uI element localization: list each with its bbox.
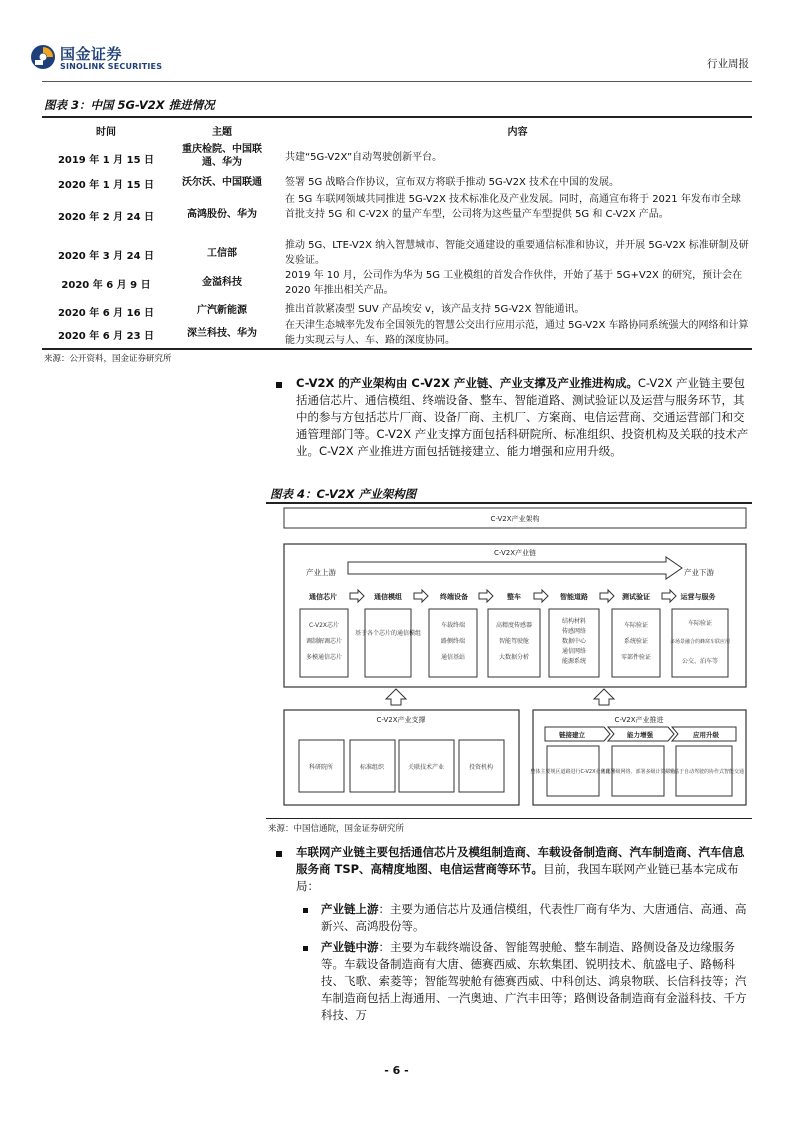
report-type: 行业周报	[707, 58, 749, 70]
stage-name: 通信芯片	[309, 593, 337, 601]
table3-row-content: 在 5G 车联网领域共同推进 5G-V2X 技术标准化及产业发展。同时，高通宣布将于 2021 年发布市全球首批支持 5G 和 C-V2X 的量产车型，公司将为这些量产车型提供 5G 和 C-V2X 产品。	[285, 194, 741, 220]
stage-name: 通信模组	[374, 593, 402, 601]
table3-row-entity: 广汽新能源	[197, 305, 247, 316]
table3-row-content: 共建“5G-V2X”自动驾驶创新平台。	[285, 152, 443, 163]
paragraph-lead: 产业链中游	[321, 940, 379, 954]
bullet-square	[303, 908, 308, 913]
table3-row-date: 2020 年 3 月 24 日	[57, 251, 155, 262]
upstream-label: 产业上游	[306, 568, 336, 577]
table3-row-date: 2020 年 1 月 15 日	[57, 180, 155, 191]
promote-step: 能力增强	[627, 731, 653, 739]
stage-name: 终端设备	[440, 593, 468, 601]
paragraph-body: C-V2X 产业链主要包括通信芯片、通信模组、终端设备、整车、智能道路、测试验证以及运营与服务环节，其中的参与方包括芯片厂商、设备厂商、主机厂、方案商、电信运营商、交通运营部门和交通管理部门等。C-V2X 产业支撑方面包括科研院所、标准组织、投资机构及关联的技术产业。C-V2X 产业推进方面包括链接建立、能力增强和应用升级。	[296, 376, 749, 458]
stage-item: 系统验证	[623, 638, 649, 645]
stage-name: 测试验证	[622, 593, 650, 601]
brand-logo	[30, 44, 163, 74]
paragraph-upstream	[321, 901, 752, 935]
table3-row-date: 2020 年 6 月 9 日	[61, 280, 151, 291]
stage-item: 调制解调芯片	[305, 638, 343, 645]
table3-bottom-rule	[42, 348, 752, 350]
stage-name: 运营与服务	[680, 593, 716, 601]
paragraph-lead: 车联网产业链主要包括通信芯片及模组制造商、车载设备制造商、汽车制造商、汽车信息服务商 TSP、高精度地图、电信运营商等环节。	[296, 845, 745, 876]
stage-item: 智能驾驶舱	[498, 638, 530, 645]
table3-row-entity: 深兰科技、华为	[187, 328, 257, 339]
stage-item: 能源系统	[561, 658, 587, 665]
page-number: - 6 -	[384, 1064, 409, 1077]
table3-row-content: 2019 年 10 月，公司作为华为 5G 工业模组的首发合作伙伴，开始了基于 5G+V2X 的研究，预计会在 2020 年推出相关产品。	[285, 270, 743, 296]
support-box	[284, 710, 519, 805]
stage-item: 多模通信芯片	[305, 654, 343, 661]
architecture-diagram	[266, 503, 752, 817]
support-item: 关联技术产业	[407, 764, 445, 771]
table3-header-date: 时间	[96, 127, 116, 138]
table3-row-content: 签署 5G 战略合作协议，宣布双方将联手推动 5G-V2X 技术在中国的发展。	[285, 177, 620, 188]
promote-item: 整体主要规区道路进行C-V2X业务部署	[530, 769, 616, 775]
table3-header-entity: 主题	[212, 127, 232, 138]
stage-item: 通信基站	[440, 654, 466, 661]
figure4-bottom-rule	[266, 818, 752, 819]
support-arrow	[386, 689, 406, 705]
support-label: C-V2X产业支撑	[376, 716, 426, 724]
stage-item: 零部件验证	[620, 654, 652, 661]
promote-item: 优化升级网络、部署多级计算平台	[600, 769, 676, 775]
table3-row-entity: 沃尔沃、中国联通	[182, 177, 262, 188]
stage-item: C-V2X芯片	[308, 622, 340, 629]
stage-item: 车际验证	[687, 620, 713, 627]
table3-row-content: 推出首款紧凑型 SUV 产品埃安 v，该产品支持 5G-V2X 智能通讯。	[285, 304, 585, 315]
stage-item: 大数据分析	[498, 654, 530, 661]
table3-row-entity: 高鸿股份、华为	[187, 209, 257, 220]
paragraph-midstream	[321, 939, 752, 1024]
stage-item: 通信网络	[561, 648, 587, 655]
table3-row-date: 2020 年 6 月 16 日	[57, 308, 155, 319]
promote-box	[533, 710, 746, 805]
header-divider	[42, 81, 752, 82]
table3-row-date: 2019 年 1 月 15 日	[57, 155, 155, 166]
promote-step: 链接建立	[559, 731, 585, 739]
flow-arrow	[348, 557, 682, 579]
stage-item: 车际验证	[623, 622, 649, 629]
paragraph-body: ：主要为通信芯片及通信模组，代表性厂商有华为、大唐通信、高通、高新兴、高鸿股份等。	[321, 902, 747, 933]
chain-label: C-V2X产业链	[493, 549, 537, 557]
paragraph-architecture	[296, 375, 752, 460]
stage-item: 结构材料	[561, 618, 587, 625]
figure4-source: 来源：中国信通院，国金证券研究所	[268, 824, 405, 834]
promote-arrow	[594, 689, 614, 705]
promote-step: 应用升级	[693, 731, 719, 739]
stage-item: 传感网络	[561, 628, 587, 635]
table3-top-rule	[42, 116, 752, 118]
diagram-top-label: C-V2X产业架构	[490, 515, 540, 523]
stage-item: 高精度传感器	[495, 622, 533, 629]
stage-name: 整车	[507, 593, 521, 601]
stage-item: 公交、泊车等	[681, 658, 719, 665]
support-item: 科研院所	[308, 764, 334, 771]
paragraph-lead: C-V2X 的产业架构由 C-V2X 产业链、产业支撑及产业推进构成。	[296, 376, 638, 390]
stage-item: 路侧终端	[440, 638, 466, 645]
table3-row-entity: 金溢科技	[202, 277, 242, 288]
support-item: 投资机构	[468, 764, 494, 771]
promote-item: 实现基于自动驾驶的协作式智能交通	[663, 769, 745, 775]
table3-row-content: 推动 5G、LTE-V2X 纳入智慧城市、智能交通建设的重要通信标准和协议，并开展 5G-V2X 标准研制及研发验证。	[285, 240, 749, 266]
table3-row-date: 2020 年 6 月 23 日	[57, 331, 155, 342]
table3-source: 来源：公开资料，国金证券研究所	[44, 354, 172, 364]
table3-row-date: 2020 年 2 月 24 日	[57, 212, 155, 223]
paragraph-industry-chain	[296, 844, 752, 895]
paragraph-lead: 产业链上游	[321, 902, 379, 916]
table3-row-entity: 重庆检院、中国联通、华为	[182, 144, 262, 168]
bullet-square	[276, 382, 282, 388]
support-item: 标准组织	[359, 764, 385, 771]
stage-item: 多场景融合的蜂窝车联应用	[669, 639, 731, 645]
stage-item: 车载终端	[440, 622, 466, 629]
table3-title: 图表 3：中国 5G-V2X 推进情况	[44, 98, 215, 112]
brand-name-cn: 国金证券	[60, 45, 123, 63]
stage-name: 智能道路	[560, 593, 588, 601]
brand-name-en: SINOLINK SECURITIES	[60, 62, 163, 71]
figure4-title: 图表 4：C-V2X 产业架构图	[270, 487, 417, 501]
brand-logo-icon	[30, 44, 56, 70]
paragraph-body: ：主要为车载终端设备、智能驾驶舱、整车制造、路侧设备及边缘服务等。车载设备制造商有大唐、德赛西威、东软集团、锐明技术、航盛电子、路畅科技、飞歌、索菱等；智能驾驶舱有德赛西威、中科创达、鸿泉物联、长信科技等；汽车制造商包括上海通用、一汽奥迪、广汽丰田等；路侧设备制造商有金溢科技、千方科技、万	[321, 940, 747, 1022]
promote-label: C-V2X产业推进	[614, 716, 664, 724]
table3-row-entity: 工信部	[207, 248, 237, 259]
stage-item: 基于各个芯片的通信模组	[354, 630, 422, 637]
downstream-label: 产业下游	[684, 568, 714, 577]
table3-row-content: 在天津生态城率先发布全国领先的智慧公交出行应用示范，通过 5G-V2X 车路协同系统强大的网络和计算能力实现云与人、车、路的深度协同。	[285, 320, 749, 346]
stage-item: 数据中心	[561, 638, 587, 645]
paragraph-body: 目前，我国车联网产业链已基本完成布局：	[296, 862, 739, 893]
bullet-square	[276, 851, 282, 857]
table3-header-content: 内容	[507, 127, 528, 138]
bullet-square	[303, 946, 308, 951]
